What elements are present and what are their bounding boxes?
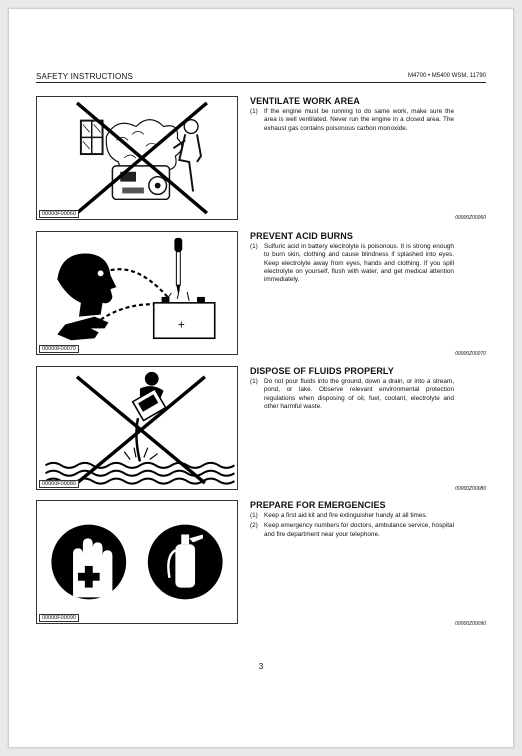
figure-ventilate-work-area [36, 96, 238, 220]
instruction-item [250, 243, 454, 284]
acid-splash-illustration [37, 232, 237, 354]
manual-model-reference: M4700 • M5400 WSM, 11790 [407, 73, 486, 79]
section-prevent-acid-burns [250, 231, 454, 284]
item-text: Keep a first aid kit and fire extinguisher handy at all times. [264, 512, 428, 519]
item-number: (1) [250, 378, 258, 385]
item-number: (1) [250, 243, 258, 250]
instruction-item [250, 522, 454, 539]
section-doc-code: 00000Z00080 [455, 486, 486, 492]
figure-code: 00000F00070 [39, 345, 79, 353]
item-text: Do not pour fluids into the ground, down a drain, or into a stream, pond, or lake. Observe relevant environmental protection regulations when disposing of oil, fuel, coolant, electrolyte and other harmful waste. [264, 378, 454, 410]
figure-prevent-acid-burns [36, 231, 238, 355]
instruction-item [250, 108, 454, 133]
figure-code: 00000F00060 [39, 210, 79, 218]
instruction-item [250, 512, 454, 520]
item-number: (2) [250, 522, 258, 530]
emergency-symbols-illustration [37, 501, 237, 623]
figure-code: 00000F00090 [39, 614, 79, 622]
instruction-item [250, 378, 454, 411]
fire-extinguisher-icon [148, 525, 223, 600]
item-number: (1) [250, 512, 258, 519]
section-doc-code: 00000Z00070 [455, 351, 486, 357]
section-title: DISPOSE OF FLUIDS PROPERLY [250, 366, 394, 376]
item-text: If the engine must be running to do same work, make sure the area is well ventilated. Never run the engine in a closed area. The exhaust gas contains poisonous carbon monoxide. [264, 108, 454, 132]
running-engine-indoors-illustration [37, 97, 237, 219]
section-title: VENTILATE WORK AREA [250, 96, 360, 106]
svg-text:+: + [177, 317, 185, 332]
item-text: Keep emergency numbers for doctors, ambulance service, hospital and fire department near your telephone. [264, 522, 454, 538]
figure-prepare-for-emergencies [36, 500, 238, 624]
section-doc-code: 00000Z00060 [455, 215, 486, 221]
header-rule [36, 82, 486, 83]
section-title: PREVENT ACID BURNS [250, 231, 353, 241]
page-number: 3 [258, 662, 264, 671]
section-dispose-of-fluids [250, 366, 454, 411]
figure-dispose-of-fluids [36, 366, 238, 490]
section-title: PREPARE FOR EMERGENCIES [250, 500, 386, 510]
first-aid-glove-icon [51, 525, 126, 600]
section-ventilate-work-area [250, 96, 454, 133]
section-header-title: SAFETY INSTRUCTIONS [36, 72, 133, 81]
section-doc-code: 00000Z00090 [455, 621, 486, 627]
figure-code: 00000F00080 [39, 480, 79, 488]
item-number: (1) [250, 108, 258, 115]
section-prepare-for-emergencies [250, 500, 454, 539]
item-text: Sulfuric acid in battery electrolyte is poisonous. It is strong enough to burn skin, clothing and cause blindness if splashed into eyes. Keep electrolyte away from eyes, hands and clothing. If you spill electrolyte on yourself, flush with water, and get medical attention immediately. [264, 243, 454, 284]
pouring-fluid-into-water-illustration [37, 367, 237, 489]
